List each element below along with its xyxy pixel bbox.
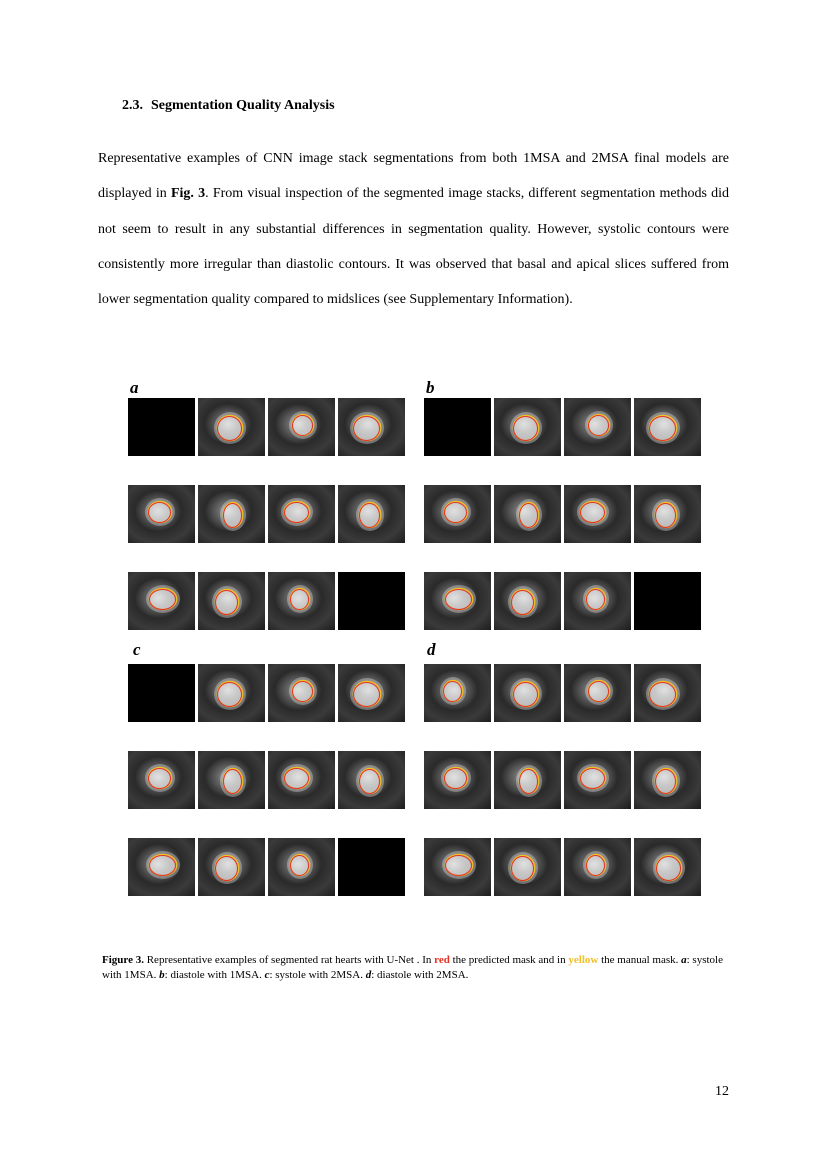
segmentation-slice (424, 398, 491, 456)
segmentation-slice (424, 838, 491, 896)
segmentation-slice (268, 572, 335, 630)
segmentation-slice (128, 664, 195, 722)
segmentation-slice (564, 572, 631, 630)
body-paragraph (98, 141, 729, 317)
segmentation-slice (424, 664, 491, 722)
segmentation-slice (494, 838, 561, 896)
segmentation-slice (198, 485, 265, 543)
paragraph-text: Representative examples of CNN image stack segmentations from both 1MSA and 2MSA final models are displayed in (98, 151, 729, 202)
caption-text: : systole with 1MSA. (102, 954, 723, 981)
segmentation-slice (268, 838, 335, 896)
segmentation-slice (494, 485, 561, 543)
segmentation-slice (424, 751, 491, 809)
paragraph-text: . From visual inspection of the segmented image stacks, different segmentation methods did not seem to result in any substantial differences in segmentation quality. However, systolic contours were consistently more irregular than diastolic contours. It was observed that basal and apical slices suffered from lower segmentation quality compared to midslices (see Supplementary Information). (98, 186, 729, 308)
segmentation-slice (634, 572, 701, 630)
caption-panel-a: a (681, 954, 687, 966)
segmentation-slice (424, 485, 491, 543)
caption-panel-d: d (365, 969, 372, 981)
segmentation-slice (338, 664, 405, 722)
segmentation-slice (128, 751, 195, 809)
page-number: 12 (715, 1084, 729, 1099)
segmentation-slice (268, 751, 335, 809)
segmentation-slice (338, 572, 405, 630)
segmentation-slice (564, 838, 631, 896)
caption-red-word: red (434, 954, 450, 966)
segmentation-slice (494, 664, 561, 722)
segmentation-slice (564, 398, 631, 456)
figure-reference: Fig. 3 (170, 186, 206, 202)
segmentation-slice (564, 751, 631, 809)
segmentation-slice (494, 398, 561, 456)
caption-text: Representative examples of segmented rat hearts with U-Net . In (143, 954, 435, 966)
segmentation-slice (338, 398, 405, 456)
caption-text: : systole with 2MSA. (269, 969, 366, 981)
segmentation-slice (198, 751, 265, 809)
segmentation-slice (494, 751, 561, 809)
panel-label-c: c (133, 640, 141, 659)
segmentation-slice (338, 838, 405, 896)
caption-label: Figure 3. (102, 954, 144, 966)
segmentation-slice (268, 664, 335, 722)
segmentation-slice (128, 838, 195, 896)
panel-label-a: a (130, 378, 139, 397)
segmentation-slice (268, 398, 335, 456)
figure-caption (102, 953, 727, 983)
segmentation-slice (634, 664, 701, 722)
segmentation-slice (634, 398, 701, 456)
segmentation-slice (198, 838, 265, 896)
segmentation-slice (564, 485, 631, 543)
segmentation-slice (424, 572, 491, 630)
caption-text: : diastole with 2MSA. (371, 969, 469, 981)
segmentation-slice (128, 572, 195, 630)
segmentation-slice (564, 664, 631, 722)
segmentation-slice (128, 398, 195, 456)
segmentation-slice (338, 751, 405, 809)
segmentation-slice (198, 664, 265, 722)
section-number: 2.3. (122, 98, 143, 113)
segmentation-slice (198, 572, 265, 630)
caption-text: the predicted mask and in (449, 954, 569, 966)
section-title: Segmentation Quality Analysis (151, 98, 335, 113)
segmentation-slice (338, 485, 405, 543)
caption-panel-b: b (159, 969, 165, 981)
panel-label-b: b (426, 378, 435, 397)
segmentation-slice (128, 485, 195, 543)
segmentation-slice (634, 485, 701, 543)
caption-panel-c: c (264, 969, 270, 981)
segmentation-slice (494, 572, 561, 630)
segmentation-slice (198, 398, 265, 456)
caption-yellow-word: yellow (568, 954, 599, 966)
panel-label-d: d (427, 640, 436, 659)
segmentation-slice (268, 485, 335, 543)
caption-text: : diastole with 1MSA. (164, 969, 265, 981)
segmentation-slice (634, 751, 701, 809)
caption-text: the manual mask. (598, 954, 682, 966)
section-heading (122, 98, 335, 114)
segmentation-slice (634, 838, 701, 896)
